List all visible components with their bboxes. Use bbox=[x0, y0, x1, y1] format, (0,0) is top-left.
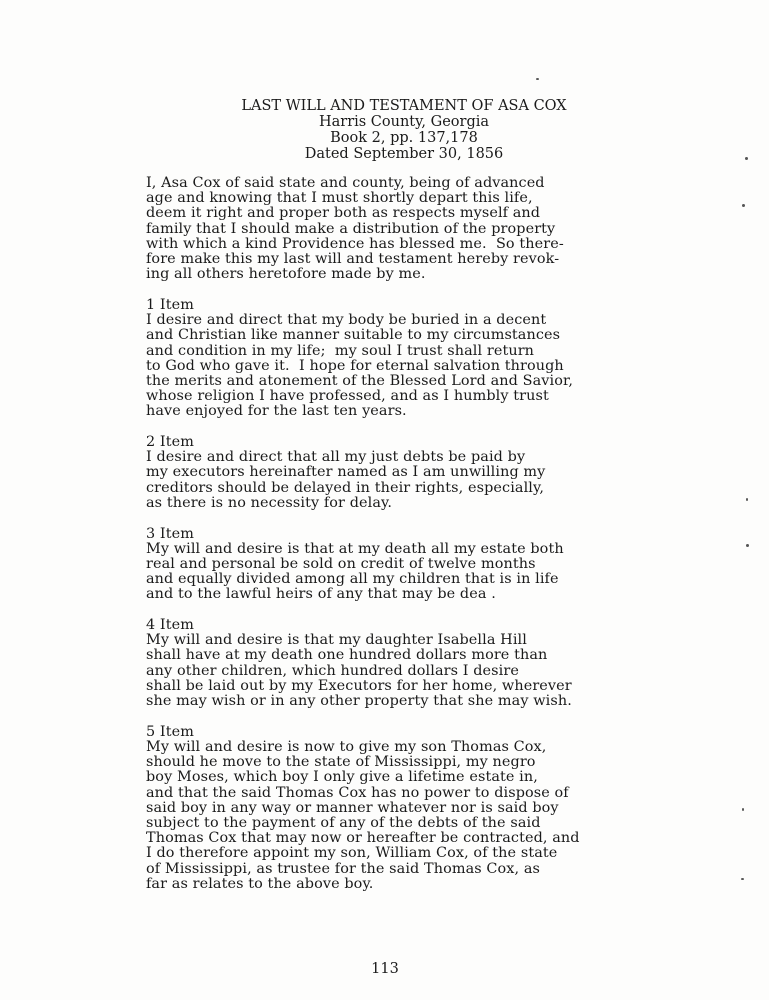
item-heading: 2 Item bbox=[146, 434, 194, 451]
text-line: and to the lawful heirs of any that may be dea . bbox=[146, 586, 496, 603]
text-line: of Mississippi, as trustee for the said Thomas Cox, as bbox=[146, 860, 541, 877]
text-line: said boy in any way or manner whatever nor is said boy bbox=[146, 799, 559, 816]
scan-speck bbox=[742, 808, 744, 811]
item-heading: 1 Item bbox=[146, 296, 194, 313]
scan-speck bbox=[746, 498, 748, 501]
text-line: Thomas Cox that may now or hereafter be contracted, and bbox=[146, 830, 580, 847]
scan-speck bbox=[536, 78, 539, 80]
text-line: My will and desire is now to give my son Thomas Cox, bbox=[146, 739, 547, 755]
text-line: and condition in my life; my soul I trust shall return bbox=[146, 342, 535, 359]
text-line: ing all others heretofore made by me. bbox=[146, 266, 426, 283]
text-line: any other children, which hundred dollars I desire bbox=[146, 662, 519, 679]
item-heading: 5 Item bbox=[146, 723, 194, 740]
text-line: I desire and direct that all my just debts be paid by bbox=[146, 449, 526, 466]
will-body bbox=[146, 176, 686, 892]
text-line: shall be laid out by my Executors for her home, wherever bbox=[146, 677, 572, 694]
page-number: 113 bbox=[371, 961, 399, 977]
text-line: the merits and atonement of the Blessed Lord and Savior, bbox=[146, 372, 574, 389]
text-line: My will and desire is that at my death all my estate both bbox=[146, 540, 564, 557]
document-title: LAST WILL AND TESTAMENT OF ASA COX bbox=[241, 98, 567, 114]
text-line: boy Moses, which boy I only give a lifetime estate in, bbox=[146, 769, 538, 786]
text-line: subject to the payment of any of the debts of the said bbox=[146, 815, 541, 832]
item-5 bbox=[146, 725, 686, 892]
county-line: Harris County, Georgia bbox=[318, 114, 490, 130]
date-line: Dated September 30, 1856 bbox=[304, 146, 504, 162]
text-line: age and knowing that I must shortly depart this life, bbox=[146, 190, 533, 207]
text-line: I desire and direct that my body be buried in a decent bbox=[146, 312, 547, 329]
item-1 bbox=[146, 298, 686, 420]
item-heading: 4 Item bbox=[146, 617, 194, 634]
book-reference: Book 2, pp. 137,178 bbox=[330, 130, 478, 146]
text-line: should he move to the state of Mississippi, my negro bbox=[146, 754, 536, 771]
item-heading: 3 Item bbox=[146, 525, 194, 542]
text-line: she may wish or in any other property that she may wish. bbox=[146, 693, 572, 710]
text-line: fore make this my last will and testament hereby revok- bbox=[146, 251, 560, 268]
text-line: My will and desire is that my daughter Isabella Hill bbox=[146, 632, 527, 649]
item-4 bbox=[146, 618, 686, 709]
text-line: have enjoyed for the last ten years. bbox=[146, 403, 407, 420]
text-line: and Christian like manner suitable to my circumstances bbox=[146, 327, 561, 344]
item-3 bbox=[146, 527, 686, 603]
intro-paragraph bbox=[146, 176, 686, 282]
text-line: to God who gave it. I hope for eternal salvation through bbox=[146, 357, 564, 374]
text-line: with which a kind Providence has blessed me. So there- bbox=[146, 235, 564, 252]
text-line: far as relates to the above boy. bbox=[146, 875, 374, 892]
text-line: my executors hereinafter named as I am unwilling my bbox=[146, 464, 546, 481]
scan-speck bbox=[742, 204, 745, 207]
scan-speck bbox=[745, 157, 748, 160]
text-line: shall have at my death one hundred dollars more than bbox=[146, 647, 548, 664]
text-line: and equally divided among all my children that is in life bbox=[146, 571, 559, 588]
text-line: as there is no necessity for delay. bbox=[146, 494, 393, 511]
scan-speck bbox=[746, 544, 749, 547]
text-line: family that I should make a distribution of the property bbox=[146, 220, 556, 237]
item-2 bbox=[146, 435, 686, 511]
text-line: deem it right and proper both as respects myself and bbox=[146, 205, 541, 222]
text-line: I do therefore appoint my son, William Cox, of the state bbox=[146, 845, 558, 862]
text-line: whose religion I have professed, and as I humbly trust bbox=[146, 388, 549, 405]
text-line: creditors should be delayed in their rights, especially, bbox=[146, 479, 544, 496]
text-line: and that the said Thomas Cox has no power to dispose of bbox=[146, 784, 569, 801]
text-line: real and personal be sold on credit of twelve months bbox=[146, 555, 536, 572]
scan-speck bbox=[741, 878, 744, 880]
text-line: I, Asa Cox of said state and county, being of advanced bbox=[146, 175, 545, 191]
document-header bbox=[148, 98, 660, 162]
